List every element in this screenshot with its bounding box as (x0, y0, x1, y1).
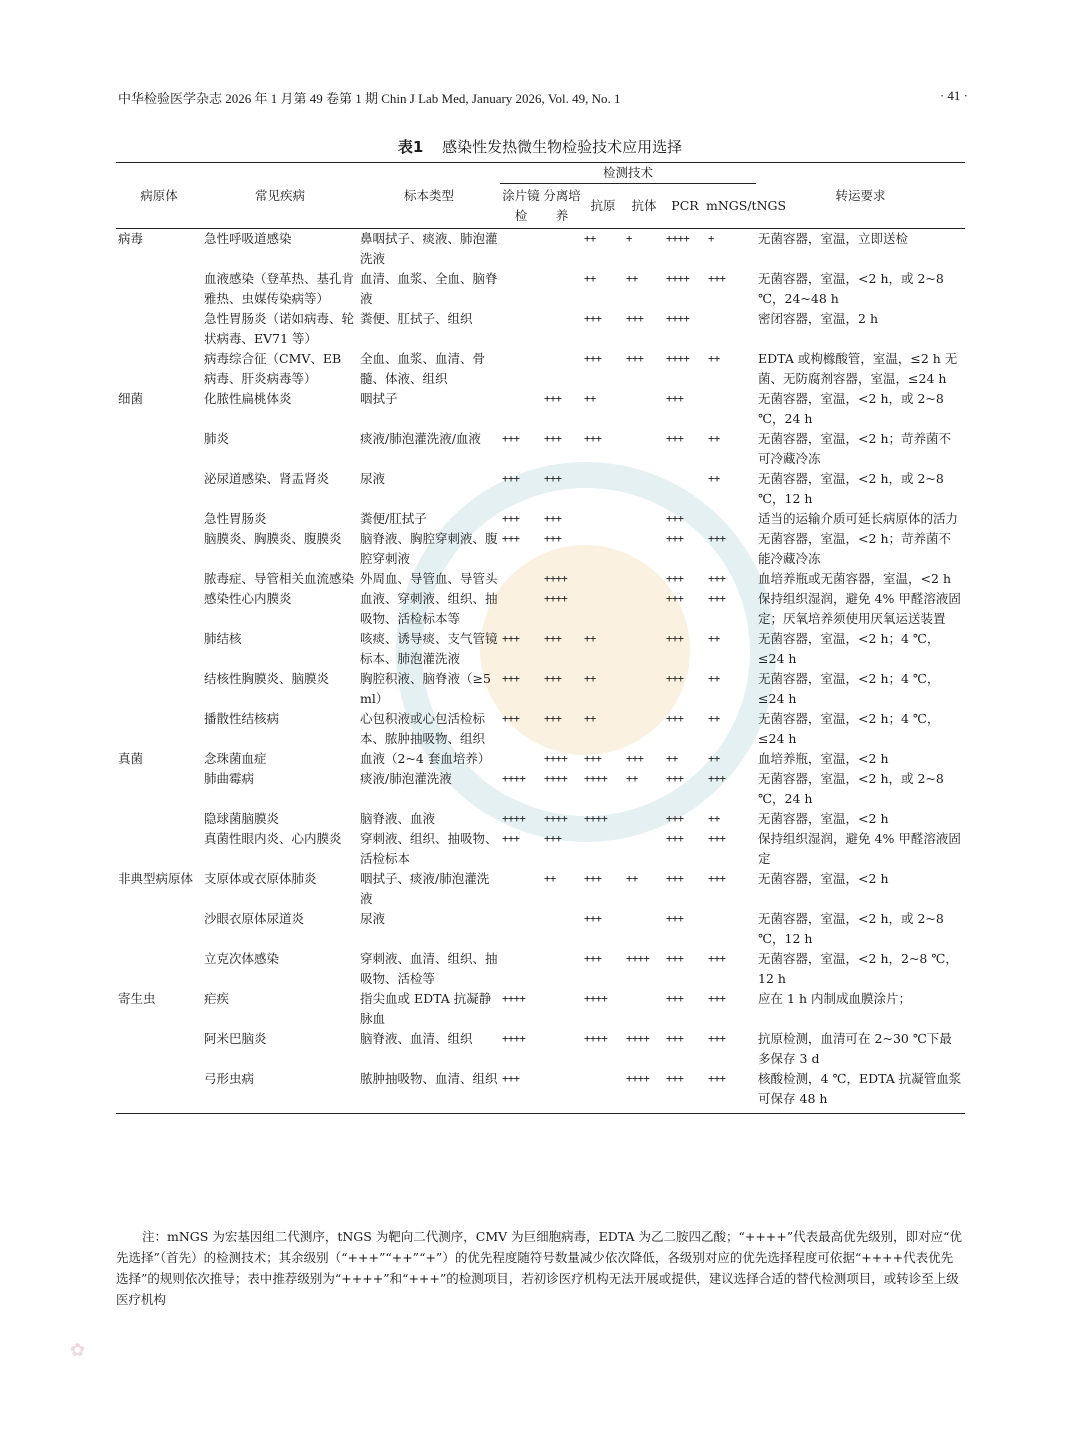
cell-priority: +++ (708, 1033, 726, 1045)
cell-priority (542, 1069, 582, 1114)
cell-specimen: 咽拭子、痰液/肺泡灌洗液 (360, 871, 490, 906)
cell-priority: +++ (708, 533, 726, 545)
cell-priority: +++ (544, 833, 562, 845)
cell-transport: 无菌容器，室温，<2 h，或 2~8 ℃，12 h (758, 911, 944, 946)
table-row (116, 469, 965, 509)
cell-priority: ++ (584, 273, 596, 285)
cell-priority: +++ (666, 593, 684, 605)
cell-priority (624, 389, 664, 429)
table-row (116, 589, 965, 629)
col-method: 涂片镜检 (500, 184, 542, 229)
cell-priority: +++ (626, 753, 644, 765)
cell-priority (624, 509, 664, 529)
cell-priority: +++ (708, 873, 726, 885)
cell-specimen: 全血、血浆、血清、骨髓、体液、组织 (360, 351, 486, 386)
cell-pathogen (116, 569, 202, 589)
cell-priority: ++ (708, 753, 720, 765)
cell-transport: 无菌容器，室温，<2 h；4 ℃，≤24 h (758, 631, 940, 666)
cell-disease: 脑膜炎、胸膜炎、腹膜炎 (204, 531, 342, 546)
cell-priority (582, 589, 624, 629)
cell-specimen: 尿液 (360, 911, 386, 926)
cell-specimen: 脓肿抽吸物、血清、组织 (358, 1069, 500, 1114)
cell-disease: 血液感染（登革热、基孔肯雅热、虫媒传染病等） (204, 271, 355, 306)
cell-priority (582, 529, 624, 569)
cell-pathogen (116, 469, 202, 509)
cell-priority (624, 709, 664, 749)
cell-priority: ++ (666, 753, 678, 765)
table-row (116, 269, 965, 309)
cell-priority: +++ (544, 433, 562, 445)
publisher-logo-watermark: ✿ (70, 1340, 88, 1361)
cell-specimen: 痰液/肺泡灌洗液 (360, 771, 452, 786)
cell-priority (500, 349, 542, 389)
cell-priority (542, 949, 582, 989)
table-row (116, 429, 965, 469)
cell-priority: +++ (584, 433, 602, 445)
cell-priority (624, 529, 664, 569)
cell-disease: 结核性胸膜炎、脑膜炎 (204, 671, 330, 686)
cell-transport: 应在 1 h 内制成血膜涂片； (758, 991, 911, 1006)
col-method: mNGS/tNGS (706, 184, 756, 229)
col-method: 分离培养 (542, 184, 582, 229)
cell-priority (624, 569, 664, 589)
cell-pathogen (116, 709, 202, 749)
cell-pathogen (116, 1029, 202, 1069)
cell-priority: ++++ (584, 773, 608, 785)
cell-transport: 保持组织湿润，避免 4% 甲醛溶液固定；厌氧培养须使用厌氧运送装置 (758, 591, 961, 626)
cell-transport: EDTA 或枸橼酸管，室温，≤2 h 无菌、无防腐剂容器，室温，≤24 h (758, 351, 958, 386)
cell-priority: +++ (544, 473, 562, 485)
cell-pathogen (116, 909, 202, 949)
cell-priority: +++ (502, 433, 520, 445)
table-row (116, 989, 965, 1029)
cell-priority (624, 589, 664, 629)
cell-transport: 保持组织湿润，避免 4% 甲醛溶液固定 (758, 831, 961, 866)
cell-priority: ++ (708, 433, 720, 445)
cell-disease: 急性呼吸道感染 (204, 231, 292, 246)
cell-priority (542, 989, 582, 1029)
cell-pathogen (116, 809, 202, 829)
cell-pathogen (116, 589, 202, 629)
cell-priority (500, 749, 542, 769)
cell-pathogen: 非典型病原体 (118, 871, 194, 886)
page-number: · 41 · (939, 88, 968, 103)
cell-transport: 密闭容器，室温，2 h (758, 311, 879, 326)
cell-priority: +++ (544, 673, 562, 685)
cell-disease: 真菌性眼内炎、心内膜炎 (204, 831, 342, 846)
cell-specimen: 脑脊液、血液 (360, 811, 436, 826)
cell-specimen: 粪便、肛拭子、组织 (360, 311, 473, 326)
table-row (116, 869, 965, 909)
cell-priority: +++ (502, 833, 520, 845)
cell-priority: +++ (584, 913, 602, 925)
cell-priority: +++ (708, 273, 726, 285)
cell-pathogen: 病毒 (118, 231, 144, 246)
cell-priority (500, 269, 542, 309)
cell-priority: ++ (708, 633, 720, 645)
cell-priority: ++ (584, 633, 596, 645)
table-row (116, 829, 965, 869)
cell-disease: 肺曲霉病 (204, 771, 255, 786)
cell-transport: 无菌容器，室温，<2 h；4 ℃，≤24 h (758, 711, 940, 746)
cell-priority: ++++ (626, 1033, 650, 1045)
cell-transport: 无菌容器，室温，<2 h；苛养菌不可冷藏冷冻 (758, 431, 951, 466)
cell-disease: 播散性结核病 (204, 711, 280, 726)
cell-priority (624, 469, 664, 509)
cell-priority (542, 269, 582, 309)
cell-specimen: 血液（2~4 套血培养） (360, 751, 491, 766)
cell-priority: ++ (584, 673, 596, 685)
cell-transport: 无菌容器，室温，立即送检 (758, 231, 909, 246)
cell-priority: ++ (626, 873, 638, 885)
cell-priority (706, 309, 756, 349)
cell-priority: +++ (584, 753, 602, 765)
cell-priority: + (626, 233, 632, 245)
table-row (116, 769, 965, 809)
table-row (116, 909, 965, 949)
cell-priority: +++ (666, 393, 684, 405)
cell-transport: 无菌容器，室温，<2 h，或 2~8 ℃，24 h (758, 391, 944, 426)
cell-priority: ++ (626, 273, 638, 285)
cell-specimen: 粪便/肛拭子 (360, 511, 427, 526)
cell-disease: 肺炎 (204, 431, 230, 446)
cell-priority (500, 909, 542, 949)
cell-priority: +++ (544, 633, 562, 645)
cell-priority: ++++ (502, 1033, 526, 1045)
cell-priority: +++ (666, 713, 684, 725)
cell-pathogen (116, 269, 202, 309)
cell-priority: +++ (666, 633, 684, 645)
cell-pathogen (116, 509, 202, 529)
cell-specimen: 痰液/肺泡灌洗液/血液 (360, 431, 481, 446)
cell-priority: ++++ (544, 813, 568, 825)
cell-priority: ++ (626, 773, 638, 785)
col-disease: 常见疾病 (202, 163, 358, 229)
cell-priority: ++++ (544, 773, 568, 785)
table-row (116, 669, 965, 709)
cell-priority: +++ (666, 993, 684, 1005)
cell-transport: 无菌容器，室温，<2 h，或 2~8 ℃，24~48 h (758, 271, 944, 306)
cell-priority (624, 809, 664, 829)
cell-specimen: 咳痰、诱导痰、支气管镜标本、肺泡灌洗液 (360, 631, 498, 666)
cell-priority (500, 309, 542, 349)
col-pathogen: 病原体 (116, 163, 202, 229)
table-row (116, 229, 965, 270)
journal-citation: 中华检验医学杂志 2026 年 1 月第 49 卷第 1 期 Chin J Lab Med, January 2026, Vol. 49, No. 1 (118, 91, 621, 106)
cell-pathogen (116, 669, 202, 709)
cell-priority: +++ (708, 773, 726, 785)
cell-priority: +++ (666, 433, 684, 445)
cell-specimen: 脑脊液、血清、组织 (360, 1031, 473, 1046)
cell-priority (500, 869, 542, 909)
cell-disease: 隐球菌脑膜炎 (204, 811, 280, 826)
cell-specimen: 血清、血浆、全血、脑脊液 (360, 271, 498, 306)
cell-priority: +++ (666, 813, 684, 825)
cell-priority: +++ (544, 393, 562, 405)
cell-priority: +++ (706, 1069, 756, 1114)
cell-priority (706, 389, 756, 429)
table-row (116, 749, 965, 769)
cell-pathogen (116, 629, 202, 669)
cell-priority: ++ (708, 713, 720, 725)
col-method: PCR (664, 184, 706, 229)
table-row (116, 629, 965, 669)
cell-priority (582, 569, 624, 589)
cell-priority (500, 389, 542, 429)
cell-priority (542, 229, 582, 270)
cell-priority (706, 909, 756, 949)
running-header (118, 88, 968, 107)
cell-priority (542, 309, 582, 349)
cell-priority: +++ (666, 513, 684, 525)
cell-transport: 血培养瓶或无菌容器，室温，<2 h (758, 571, 951, 586)
cell-priority: ++++ (666, 233, 690, 245)
cell-priority: ++++ (626, 953, 650, 965)
table-row (116, 509, 965, 529)
cell-disease: 化脓性扁桃体炎 (204, 391, 292, 406)
cell-priority: +++ (666, 953, 684, 965)
cell-priority: +++ (584, 953, 602, 965)
cell-priority (624, 909, 664, 949)
cell-disease: 沙眼衣原体尿道炎 (204, 911, 305, 926)
table-row (116, 349, 965, 389)
table-row (116, 309, 965, 349)
cell-pathogen: 细菌 (118, 391, 144, 406)
cell-priority: +++ (708, 953, 726, 965)
cell-transport: 适当的运输介质可延长病原体的活力 (758, 511, 959, 526)
cell-specimen: 穿刺液、组织、抽吸物、活检标本 (360, 831, 498, 866)
cell-priority: ++ (708, 353, 720, 365)
cell-priority: +++ (708, 993, 726, 1005)
cell-pathogen (116, 349, 202, 389)
cell-transport: 无菌容器，室温，<2 h，或 2~8 ℃，24 h (758, 771, 944, 806)
cell-specimen: 尿液 (360, 471, 386, 486)
table-row (116, 529, 965, 569)
table-row (116, 389, 965, 429)
cell-pathogen (116, 829, 202, 869)
cell-disease: 念珠菌血症 (204, 751, 267, 766)
cell-priority (624, 989, 664, 1029)
cell-pathogen: 真菌 (118, 751, 144, 766)
cell-transport: 无菌容器，室温，<2 h (758, 811, 889, 826)
table-row (116, 809, 965, 829)
cell-priority (542, 909, 582, 949)
col-group-methods: 检测技术 (500, 163, 756, 184)
cell-priority: +++ (666, 1033, 684, 1045)
cell-disease: 感染性心内膜炎 (204, 591, 292, 606)
cell-pathogen: 寄生虫 (118, 991, 156, 1006)
table-row (116, 569, 965, 589)
cell-priority (500, 589, 542, 629)
cell-disease: 疟疾 (204, 991, 230, 1006)
col-method: 抗体 (624, 184, 664, 229)
cell-disease: 支原体或衣原体肺炎 (204, 871, 317, 886)
cell-specimen: 心包积液或心包活检标本、脓肿抽吸物、组织 (360, 711, 486, 746)
cell-transport: 核酸检测，4 ℃，EDTA 抗凝管血浆可保存 48 h (756, 1069, 965, 1114)
cell-priority: +++ (666, 873, 684, 885)
cell-priority: ++++ (666, 273, 690, 285)
cell-specimen: 咽拭子 (360, 391, 398, 406)
cell-specimen: 外周血、导管血、导管头 (360, 571, 498, 586)
cell-disease: 肺结核 (204, 631, 242, 646)
cell-priority: +++ (502, 633, 520, 645)
cell-priority (542, 349, 582, 389)
cell-priority: +++ (708, 593, 726, 605)
cell-priority: +++ (502, 473, 520, 485)
cell-transport: 无菌容器，室温，<2 h；4 ℃，≤24 h (758, 671, 940, 706)
cell-priority: +++ (544, 533, 562, 545)
cell-priority: ++++ (502, 813, 526, 825)
cell-priority: +++ (584, 873, 602, 885)
cell-priority: ++++ (502, 993, 526, 1005)
cell-priority: ++++ (666, 313, 690, 325)
table-caption (0, 136, 1080, 157)
cell-disease: 急性胃肠炎（诺如病毒、轮状病毒、EV71 等） (204, 311, 355, 346)
cell-specimen: 血液、穿刺液、组织、抽吸物、活检标本等 (360, 591, 498, 626)
cell-priority (542, 1029, 582, 1069)
cell-priority: ++ (584, 233, 596, 245)
cell-priority: +++ (666, 533, 684, 545)
cell-priority: ++ (584, 393, 596, 405)
cell-priority: ++ (584, 713, 596, 725)
cell-priority: +++ (666, 833, 684, 845)
cell-priority (624, 669, 664, 709)
cell-priority: +++ (666, 573, 684, 585)
cell-priority: +++ (664, 1069, 706, 1114)
cell-priority: +++ (544, 713, 562, 725)
cell-transport: 无菌容器，室温，<2 h (758, 871, 889, 886)
table-footnote: 注：mNGS 为宏基因组二代测序，tNGS 为靶向二代测序，CMV 为巨细胞病毒，EDTA 为乙二胺四乙酸；“++++”代表最高优先级别，即对应“优先选择”（首先）的检测技术；其余级别（“+++”“++”“+”）的优先程度随符号数量减少依次降低，各级别对应的优先选择程度可依据“++++代表优先选择”的规则依次推导；表中推荐级别为“++++”和“+++”的检测项目，若初诊医疗机构无法开展或提供，建议选择合适的替代检测项目，或转诊至上级医疗机构 (116, 1229, 963, 1307)
cell-priority (664, 469, 706, 509)
cell-priority: +++ (626, 353, 644, 365)
cell-priority: ++++ (544, 753, 568, 765)
cell-priority: ++++ (584, 1033, 608, 1045)
table-row (116, 709, 965, 749)
cell-specimen: 脑脊液、胸腔穿刺液、腹腔穿刺液 (360, 531, 498, 566)
cell-transport: 无菌容器，室温，<2 h，2~8 ℃，12 h (758, 951, 958, 986)
table-row (116, 949, 965, 989)
cell-priority: +++ (666, 673, 684, 685)
cell-disease: 阿米巴脑炎 (204, 1031, 267, 1046)
cell-priority: +++ (708, 573, 726, 585)
cell-priority: ++ (708, 813, 720, 825)
cell-priority: +++ (666, 773, 684, 785)
cell-priority (624, 429, 664, 469)
cell-priority: ++++ (584, 993, 608, 1005)
cell-priority: +++ (502, 533, 520, 545)
cell-priority: ++++ (666, 353, 690, 365)
cell-priority: + (708, 233, 714, 245)
cell-disease: 病毒综合征（CMV、EB 病毒、肝炎病毒等） (204, 351, 342, 386)
cell-disease: 泌尿道感染、肾盂肾炎 (204, 471, 330, 486)
col-specimen: 标本类型 (358, 163, 500, 229)
cell-pathogen (116, 1069, 202, 1114)
cell-disease: 弓形虫病 (202, 1069, 358, 1114)
col-method: 抗原 (582, 184, 624, 229)
cell-priority (500, 949, 542, 989)
cell-priority: ++++ (584, 813, 608, 825)
cell-pathogen (116, 529, 202, 569)
cell-transport: 无菌容器，室温，<2 h；苛养菌不能冷藏冷冻 (758, 531, 951, 566)
cell-priority: +++ (584, 353, 602, 365)
cell-priority: ++++ (544, 593, 568, 605)
cell-priority: ++ (708, 673, 720, 685)
cell-transport: 血培养瓶，室温，<2 h (758, 751, 889, 766)
cell-priority: ++ (708, 473, 720, 485)
cell-pathogen (116, 949, 202, 989)
cell-priority (624, 829, 664, 869)
cell-specimen: 指尖血或 EDTA 抗凝静脉血 (360, 991, 492, 1026)
cell-priority: ++ (544, 873, 556, 885)
cell-priority: +++ (584, 313, 602, 325)
data-table (116, 162, 965, 1114)
cell-priority: +++ (544, 513, 562, 525)
cell-priority: +++ (502, 713, 520, 725)
cell-priority: ++++ (624, 1069, 664, 1114)
cell-priority: +++ (626, 313, 644, 325)
table-title: 感染性发热微生物检验技术应用选择 (442, 138, 683, 156)
cell-priority (500, 569, 542, 589)
cell-pathogen (116, 769, 202, 809)
table-number: 表1 (397, 138, 424, 156)
cell-disease: 立克次体感染 (204, 951, 280, 966)
cell-priority (582, 829, 624, 869)
cell-priority: ++++ (502, 773, 526, 785)
cell-pathogen (116, 309, 202, 349)
cell-disease: 脓毒症、导管相关血流感染 (204, 571, 355, 586)
cell-priority: +++ (708, 833, 726, 845)
cell-pathogen (116, 429, 202, 469)
cell-priority (582, 1069, 624, 1114)
cell-specimen: 穿刺液、血清、组织、抽吸物、活检等 (360, 951, 498, 986)
cell-priority: +++ (502, 513, 520, 525)
cell-specimen: 鼻咽拭子、痰液、肺泡灌洗液 (360, 231, 498, 266)
cell-priority: ++++ (544, 573, 568, 585)
cell-priority (582, 509, 624, 529)
cell-transport: 抗原检测，血清可在 2~30 ℃下最多保存 3 d (758, 1031, 952, 1066)
cell-priority: +++ (666, 913, 684, 925)
table-row (116, 1029, 965, 1069)
cell-disease: 急性胃肠炎 (204, 511, 267, 526)
cell-priority: +++ (502, 673, 520, 685)
cell-priority (500, 229, 542, 270)
cell-priority (624, 629, 664, 669)
table-row (116, 1069, 965, 1114)
col-transport: 转运要求 (756, 163, 965, 229)
cell-transport: 无菌容器，室温，<2 h，或 2~8 ℃，12 h (758, 471, 944, 506)
cell-specimen: 胸腔积液、脑脊液（≥5 ml） (360, 671, 491, 706)
cell-priority (582, 469, 624, 509)
cell-priority (706, 509, 756, 529)
cell-priority: +++ (500, 1069, 542, 1114)
